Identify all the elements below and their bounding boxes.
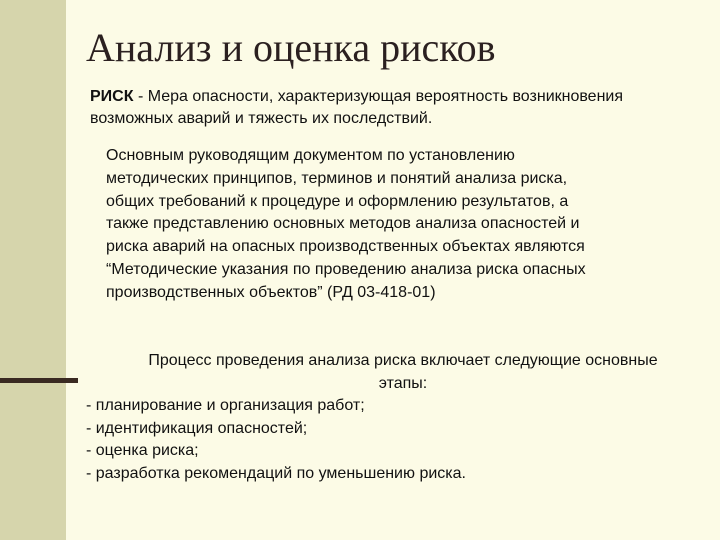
paragraph-line: Основным руководящим документом по установлению [106,147,515,164]
paragraph-line: методических принципов, терминов и понятий анализа риска, [106,169,568,187]
paragraph-line: производственных объектов” (РД 03-418-01) [106,283,436,301]
paragraph-line: общих требований к процедуре и оформлению результатов, а [106,192,569,210]
process-step: - оценка риска; [86,442,199,460]
slide-title: Анализ и оценка рисков [86,25,496,70]
side-divider [66,0,78,540]
process-intro [86,350,706,395]
side-band [0,0,66,540]
process-step: - планирование и организация работ; [86,397,365,415]
process-section [86,350,706,486]
process-intro-line: этапы: [378,374,428,392]
guidance-paragraph [106,145,696,305]
accent-line [0,378,78,383]
paragraph-line: риска аварий на опасных производственных объектах являются [106,238,585,256]
definition-term: РИСК [90,88,134,105]
paragraph-line: “Методические указания по проведению анализа риска опасных [106,260,586,278]
process-intro-line: Процесс проведения анализа риска включает следующие основные [148,352,658,369]
definition-text: - Мера опасности, характеризующая вероятность возникновения возможных аварий и тяжесть их последствий. [90,88,624,127]
paragraph-line: также представлению основных методов анализа опасностей и [106,215,580,233]
process-step: - разработка рекомендаций по уменьшению риска. [86,464,466,482]
process-step: - идентификация опасностей; [86,419,308,437]
risk-definition [90,86,690,130]
process-steps-list [86,395,706,485]
